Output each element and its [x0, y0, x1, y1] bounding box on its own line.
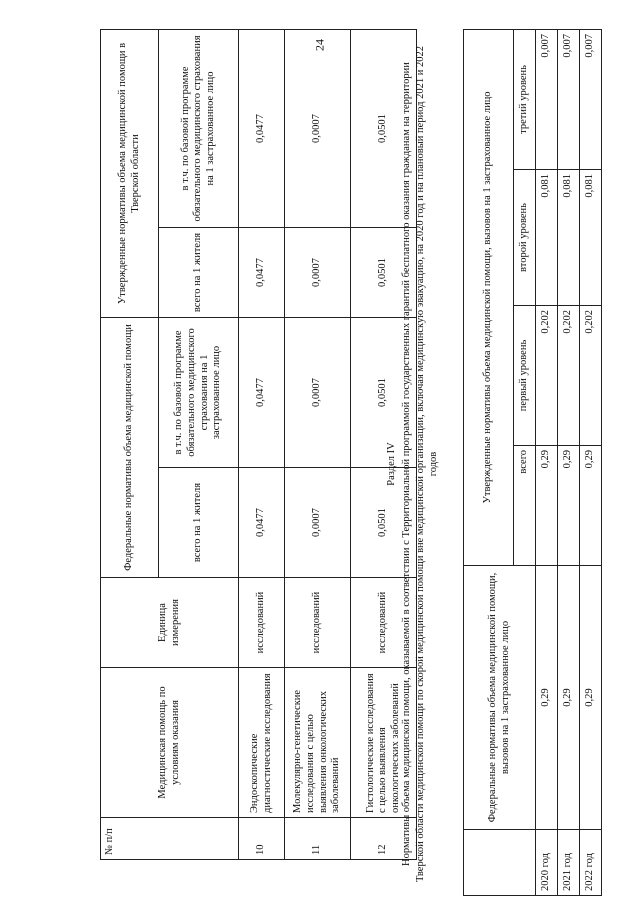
- row-federal: 0,29: [580, 566, 602, 830]
- ambulance-norms-table: [463, 30, 601, 896]
- norms-header-row: [101, 29, 159, 859]
- header-unit: Единица измерения: [101, 578, 239, 668]
- ambulance-norms-grid: [463, 29, 602, 896]
- header-fed-per-resident: всего на 1 жителя: [159, 468, 239, 578]
- row-federal: 0,29: [558, 566, 580, 830]
- table-row: [580, 29, 602, 895]
- header-appr-per-resident: всего на 1 жителя: [159, 228, 239, 318]
- section-caption: [385, 44, 445, 884]
- row-appr-total: 0,0477: [239, 228, 285, 318]
- header-approved: Утвержденные нормативы объема медицинской помощи, вызовов на 1 застрахованное лицо: [464, 29, 514, 565]
- row-care: Гистологические исследования с целью выявления онкологических заболеваний: [351, 668, 417, 818]
- row-level2: 0,081: [580, 170, 602, 306]
- table-row: [558, 29, 580, 895]
- row-care: Эндоскопические диагностические исследования: [239, 668, 285, 818]
- row-level2: 0,081: [536, 170, 558, 306]
- row-level1: 0,202: [558, 306, 580, 446]
- header-total: всего: [514, 446, 536, 566]
- table-row: [536, 29, 558, 895]
- table-row: [239, 29, 285, 859]
- row-fed-total: 0,0007: [285, 468, 351, 578]
- row-num: 12: [351, 818, 417, 860]
- row-fed-insured: 0,0007: [285, 318, 351, 468]
- table-row: [285, 29, 351, 859]
- norms-table-grid: [100, 29, 417, 860]
- row-appr-total: 0,0007: [285, 228, 351, 318]
- row-level1: 0,202: [580, 306, 602, 446]
- row-unit: исследований: [285, 578, 351, 668]
- ambulance-header-row: [464, 29, 514, 895]
- row-fed-insured: 0,0477: [239, 318, 285, 468]
- row-level3: 0,007: [536, 29, 558, 169]
- row-num: 10: [239, 818, 285, 860]
- row-level1: 0,202: [536, 306, 558, 446]
- header-care: Медицинская помощь по условиям оказания: [101, 668, 239, 818]
- row-federal: 0,29: [536, 566, 558, 830]
- row-level2: 0,081: [558, 170, 580, 306]
- row-year: 2021 год: [558, 830, 580, 896]
- page-number-text: 24: [312, 39, 327, 51]
- header-level1: первый уровень: [514, 306, 536, 446]
- section-description: Нормативы объема медицинской помощи, оказываемой в соответствии с Территориальной программой государственных гарантий бесплатного оказания гражданам на территории Тверской области медицинской помощи по скорой медицинской помощи вне медицинской организации, включая медицинскую эвакуацию, на 2020 год и на плановый период 2021 и 2022 годов: [401, 46, 440, 882]
- section-title: Раздел IV: [386, 442, 397, 486]
- row-appr-insured: 0,0501: [351, 29, 417, 227]
- header-level2: второй уровень: [514, 170, 536, 306]
- row-level3: 0,007: [580, 29, 602, 169]
- row-unit: исследований: [239, 578, 285, 668]
- header-approved-group: Утвержденные нормативы объема медицинской помощи в Тверской области: [101, 29, 159, 317]
- row-unit: исследований: [351, 578, 417, 668]
- header-level3: третий уровень: [514, 29, 536, 169]
- row-num: 11: [285, 818, 351, 860]
- row-level3: 0,007: [558, 29, 580, 169]
- row-fed-insured: 0,0501: [351, 318, 417, 468]
- row-total: 0,29: [558, 446, 580, 566]
- header-federal: Федеральные нормативы объема медицинской помощи, вызовов на 1 застрахованное лицо: [464, 566, 536, 830]
- row-total: 0,29: [536, 446, 558, 566]
- header-num: № п/п: [101, 818, 239, 860]
- row-year: 2020 год: [536, 830, 558, 896]
- row-appr-insured: 0,0007: [285, 29, 351, 227]
- row-appr-total: 0,0501: [351, 228, 417, 318]
- row-total: 0,29: [580, 446, 602, 566]
- row-fed-total: 0,0501: [351, 468, 417, 578]
- row-fed-total: 0,0477: [239, 468, 285, 578]
- row-year: 2022 год: [580, 830, 602, 896]
- header-year-empty: [464, 830, 536, 896]
- header-federal-group: Федеральные нормативы объема медицинской помощи: [101, 318, 159, 578]
- header-appr-per-insured: в т.ч. по базовой программе обязательного медицинского страхования на 1 застрахованное лицо: [159, 29, 239, 227]
- row-care: Молекулярно-генетические исследования с целью выявления онкологических заболеваний: [285, 668, 351, 818]
- row-appr-insured: 0,0477: [239, 29, 285, 227]
- header-fed-per-insured: в т.ч. по базовой программе обязательного медицинского страхования на 1 застрахованное лицо: [159, 318, 239, 468]
